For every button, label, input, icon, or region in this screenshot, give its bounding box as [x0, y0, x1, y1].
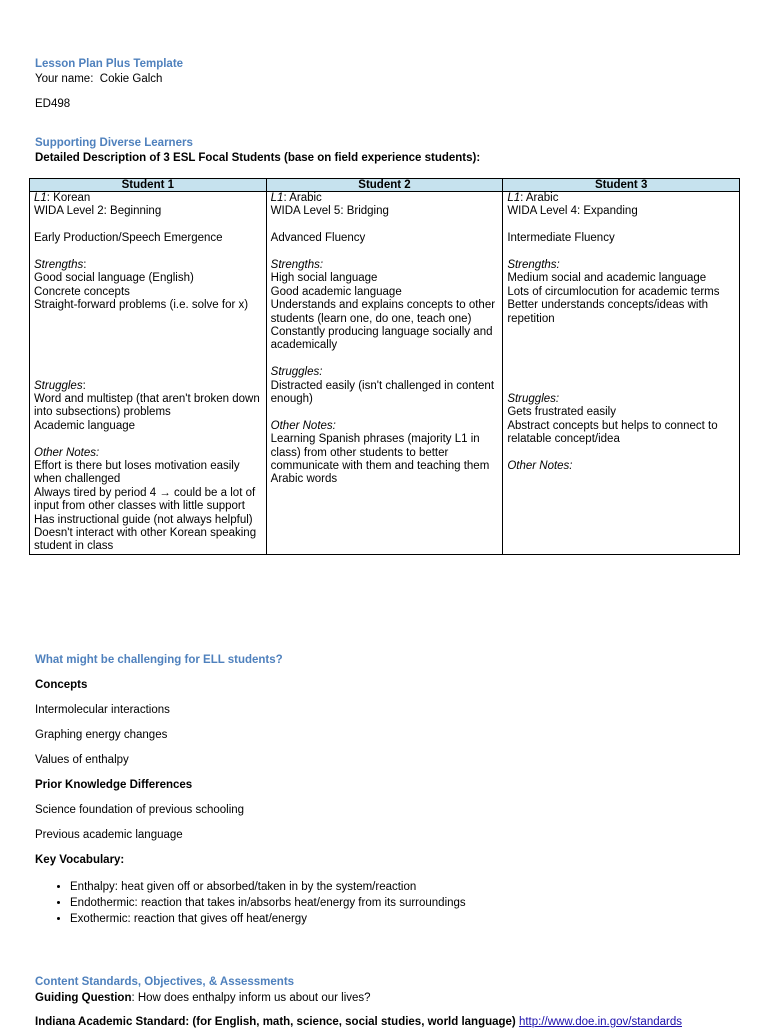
guiding-label: Guiding Question [35, 992, 132, 1004]
wida-level: WIDA Level 4: Expanding [507, 205, 638, 218]
strength-item: Constantly producing language socially and academically [270, 326, 493, 352]
your-name-line [35, 73, 162, 87]
l1-line: L1: Korean [34, 192, 91, 204]
note-item: Has instructional guide (not always helpful) [34, 513, 253, 526]
strength-item: High social language [270, 272, 378, 285]
wida-level: WIDA Level 2: Beginning [34, 205, 162, 218]
strength-item: Good academic language [270, 285, 402, 298]
struggles-label: Struggles: [507, 392, 560, 405]
wida-level: WIDA Level 5: Bridging [270, 205, 389, 218]
student-table [29, 178, 740, 555]
strength-item: Understands and explains concepts to other students (learn one, do one, teach one) [270, 299, 496, 325]
struggles-label: Struggles: [34, 379, 86, 392]
name-value: Cokie Galch [99, 73, 163, 85]
struggle-item: Word and multistep (that aren't broken down into subsections) problems [34, 392, 260, 419]
supporting-subtitle: Detailed Description of 3 ESL Focal Students (base on field experience students): [35, 152, 481, 164]
strengths-label: Strengths: [34, 259, 87, 271]
guiding-text: : How does enthalpy inform us about our lives? [131, 992, 371, 1004]
indiana-standard [35, 1016, 682, 1030]
notes-label: Other Notes: [270, 419, 336, 432]
student-1-cell [30, 192, 267, 555]
vocab-list [35, 879, 466, 927]
list-item: • Endothermic: reaction that takes in/absorbs heat/energy from its surroundings [70, 895, 466, 911]
fluency: Early Production/Speech Emergence [34, 232, 223, 245]
challenges-title: What might be challenging for ELL students? [35, 654, 283, 666]
course-code: ED498 [35, 98, 71, 110]
note-item: Effort is there but loses motivation easily when challenged [34, 460, 240, 486]
l1-line: L1: Arabic [507, 192, 559, 204]
notes-label: Other Notes: [507, 460, 573, 472]
note-item: Learning Spanish phrases (majority L1 in class) from other students to better communicate with them and teaching them Arabic words [270, 433, 490, 486]
strengths-label: Strengths: [270, 259, 324, 271]
note-item: Doesn't interact with other Korean speaking student in class [34, 527, 257, 553]
prior-item: Science foundation of previous schooling [35, 804, 245, 816]
strength-item: Concrete concepts [34, 285, 130, 298]
note-item: Always tired by period 4 → could be a lot of input from other classes with little support [34, 486, 256, 513]
l1-line: L1: Arabic [270, 192, 322, 204]
vocab-label: Key Vocabulary: [35, 854, 125, 866]
list-item: • Exothermic: reaction that gives off heat/energy [70, 911, 466, 927]
notes-label: Other Notes: [34, 446, 100, 459]
name-label: Your name: [35, 73, 94, 85]
struggle-item: Gets frustrated easily [507, 406, 616, 419]
header-student-2: Student 2 [266, 179, 503, 192]
strengths-label: Strengths: [507, 259, 560, 271]
table-row [30, 192, 740, 555]
supporting-title: Supporting Diverse Learners [35, 137, 193, 149]
table-header-row [30, 179, 740, 192]
concept-item: Intermolecular interactions [35, 704, 170, 716]
strength-item: Medium social and academic language [507, 272, 707, 285]
student-3-cell [503, 192, 740, 555]
struggle-item: Academic language [34, 419, 136, 432]
concept-item: Values of enthalpy [35, 754, 129, 766]
student-2-cell [266, 192, 503, 555]
standards-link[interactable]: http://www.doe.in.gov/standards [518, 1016, 682, 1028]
guiding-question [35, 992, 371, 1006]
template-title: Lesson Plan Plus Template [35, 58, 184, 70]
strength-item: Lots of circumlocution for academic terms [507, 285, 720, 298]
struggle-item: Abstract concepts but helps to connect to relatable concept/idea [507, 419, 718, 446]
strength-item: Better understands concepts/ideas with repetition [507, 299, 709, 325]
strength-item: Straight-forward problems (i.e. solve for x) [34, 299, 249, 312]
header-student-1: Student 1 [30, 179, 267, 192]
list-item: • Enthalpy: heat given off or absorbed/taken in by the system/reaction [70, 879, 466, 895]
prior-knowledge-label: Prior Knowledge Differences [35, 779, 193, 791]
prior-item: Previous academic language [35, 829, 183, 841]
concepts-label: Concepts [35, 679, 88, 691]
strength-item: Good social language (English) [34, 272, 194, 285]
concept-item: Graphing energy changes [35, 729, 168, 741]
fluency: Advanced Fluency [270, 232, 366, 245]
standards-title: Content Standards, Objectives, & Assessments [35, 976, 295, 988]
indiana-label: Indiana Academic Standard: (for English, math, science, social studies, world language) [35, 1016, 516, 1028]
fluency: Intermediate Fluency [507, 232, 615, 245]
struggles-label: Struggles: [270, 366, 323, 379]
struggle-item: Distracted easily (isn't challenged in content enough) [270, 379, 495, 406]
header-student-3: Student 3 [503, 179, 740, 192]
